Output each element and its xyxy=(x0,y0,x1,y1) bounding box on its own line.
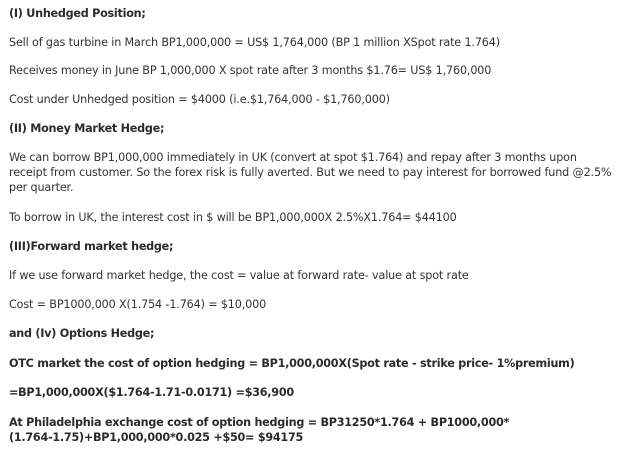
paragraph-line-bold: OTC market the cost of option hedging = BP1,000,000X(Spot rate - strike price- 1%premium) xyxy=(9,357,575,370)
paragraph-line: To borrow in UK, the interest cost in $ will be BP1,000,000X 2.5%X1.764= $44100 xyxy=(9,211,457,224)
paragraph-line-bold: =BP1,000,000X($1.764-1.71-0.0171) =$36,900 xyxy=(9,386,294,399)
heading-options-hedge: and (Iv) Options Hedge; xyxy=(9,327,155,340)
paragraph-line-bold: At Philadelphia exchange cost of option hedging = BP31250*1.764 + BP1000,000*(1.764-1.75)+BP1,000,000*0.025 +$50= $94175 xyxy=(9,416,510,444)
heading-unhedged-position: (I) Unhedged Position; xyxy=(9,7,146,20)
paragraph-line: Cost under Unhedged position = $4000 (i.e.$1,764,000 - $1,760,000) xyxy=(9,93,390,106)
paragraph-line: Sell of gas turbine in March BP1,000,000 = US$ 1,764,000 (BP 1 million XSpot rate 1.764) xyxy=(9,36,500,49)
paragraph-line: We can borrow BP1,000,000 immediately in UK (convert at spot $1.764) and repay after 3 months upon receipt from customer. So the forex risk is fully averted. But we need to pay interest for borrowed fund @2.5% per quarter. xyxy=(9,151,612,194)
heading-forward-market-hedge: (III)Forward market hedge; xyxy=(9,240,174,253)
paragraph-line: If we use forward market hedge, the cost = value at forward rate- value at spot rate xyxy=(9,269,469,282)
heading-money-market-hedge: (II) Money Market Hedge; xyxy=(9,122,165,135)
paragraph-line: Receives money in June BP 1,000,000 X spot rate after 3 months $1.76= US$ 1,760,000 xyxy=(9,64,492,77)
paragraph-line: Cost = BP1000,000 X(1.754 -1.764) = $10,000 xyxy=(9,298,267,311)
